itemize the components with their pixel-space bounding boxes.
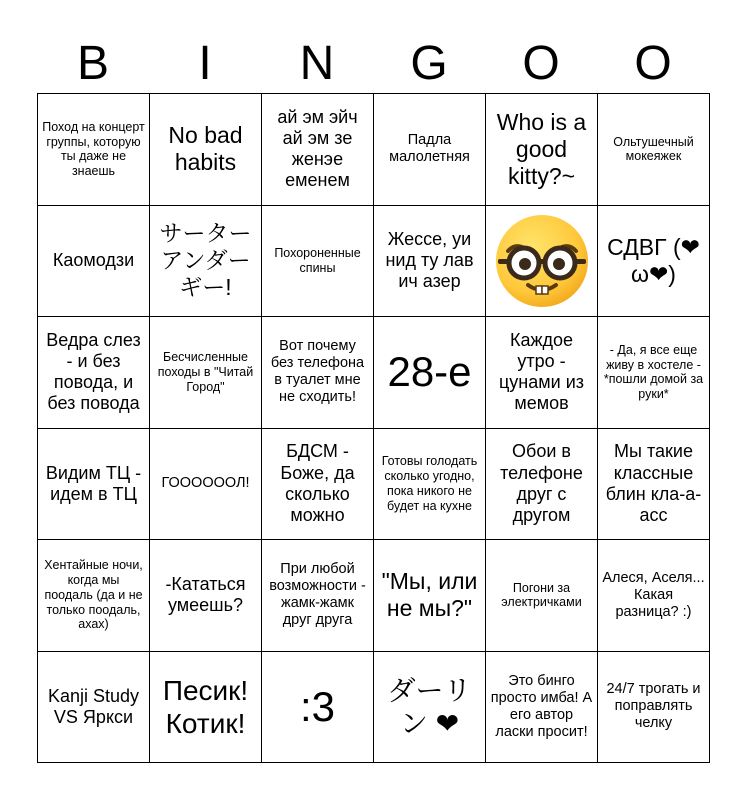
header-letter: I [198, 37, 212, 90]
bingo-grid [37, 93, 710, 763]
bingo-row [38, 94, 710, 206]
bingo-cell[interactable]: Who is a good kitty?~ [486, 94, 598, 206]
bingo-cell[interactable]: Ольтушечный мокеяжек [598, 94, 710, 206]
bingo-cell[interactable]: Мы такие классные блин кла-а-асс [598, 428, 710, 540]
bingo-cell[interactable]: Каждое утро - цунами из мемов [486, 317, 598, 429]
bingo-cell[interactable]: Погони за электричками [486, 540, 598, 652]
bingo-cell[interactable]: -Кататься умеешь? [150, 540, 262, 652]
bingo-cell[interactable]: Жессе, уи нид ту лав ич азер [374, 205, 486, 317]
header-letter: N [299, 37, 335, 90]
header-letter: B [76, 37, 109, 90]
bingo-cell[interactable]: Песик! Котик! [150, 651, 262, 763]
bingo-cell[interactable]: Обои в телефоне друг с другом [486, 428, 598, 540]
bingo-cell[interactable]: Бесчисленные походы в "Читай Город" [150, 317, 262, 429]
bingo-cell[interactable]: 28-е [374, 317, 486, 429]
bingo-cell[interactable]: ай эм эйч ай эм зе женэе еменем [262, 94, 374, 206]
bingo-cell[interactable]: БДСМ - Боже, да сколько можно [262, 428, 374, 540]
bingo-cell[interactable]: Похороненные спины [262, 205, 374, 317]
bingo-cell[interactable]: :3 [262, 651, 374, 763]
bingo-row [38, 317, 710, 429]
bingo-cell[interactable]: Ведра слез - и без повода, и без повода [38, 317, 150, 429]
header-letter: G [410, 37, 448, 90]
bingo-row [38, 428, 710, 540]
bingo-cell[interactable]: Готовы голодать сколько угодно, пока никого не будет на кухне [374, 428, 486, 540]
bingo-cell[interactable]: サーターアンダーギー! [150, 205, 262, 317]
bingo-cell[interactable]: Поход на концерт группы, которую ты даже не знаешь [38, 94, 150, 206]
bingo-cell[interactable]: Падла малолетняя [374, 94, 486, 206]
header-letter: O [522, 37, 560, 90]
bingo-cell[interactable]: Это бинго просто имба! А его автор ласки просит! [486, 651, 598, 763]
bingo-cell[interactable]: - Да, я все еще живу в хостеле - *пошли домой за руки* [598, 317, 710, 429]
bingo-row [38, 651, 710, 763]
bingo-row [38, 205, 710, 317]
bingo-cell[interactable]: No bad habits [150, 94, 262, 206]
bingo-cell[interactable]: Видим ТЦ - идем в ТЦ [38, 428, 150, 540]
bingo-cell[interactable]: ダーリン ❤ [374, 651, 486, 763]
bingo-cell[interactable]: Алеся, Аселя... Какая разница? :) [598, 540, 710, 652]
bingo-cell[interactable]: ГООООООЛ! [150, 428, 262, 540]
bingo-cell[interactable]: Хентайные ночи, когда мы поодаль (да и не только поодаль, ахах) [38, 540, 150, 652]
bingo-cell[interactable]: 24/7 трогать и поправлять челку [598, 651, 710, 763]
bingo-header [37, 38, 709, 90]
header-letter: O [634, 37, 672, 90]
bingo-cell[interactable]: Вот почему без телефона в туалет мне не сходить! [262, 317, 374, 429]
bingo-cell-emoji[interactable] [486, 205, 598, 317]
nerd-face-icon [490, 213, 593, 309]
bingo-cell[interactable]: Каомодзи [38, 205, 150, 317]
bingo-cell[interactable]: "Мы, или не мы?" [374, 540, 486, 652]
bingo-cell[interactable]: Kanji Study VS Яркси [38, 651, 150, 763]
bingo-row [38, 540, 710, 652]
bingo-cell[interactable]: СДВГ (❤ω❤) [598, 205, 710, 317]
bingo-cell[interactable]: При любой возможности - жамк-жамк друг друга [262, 540, 374, 652]
